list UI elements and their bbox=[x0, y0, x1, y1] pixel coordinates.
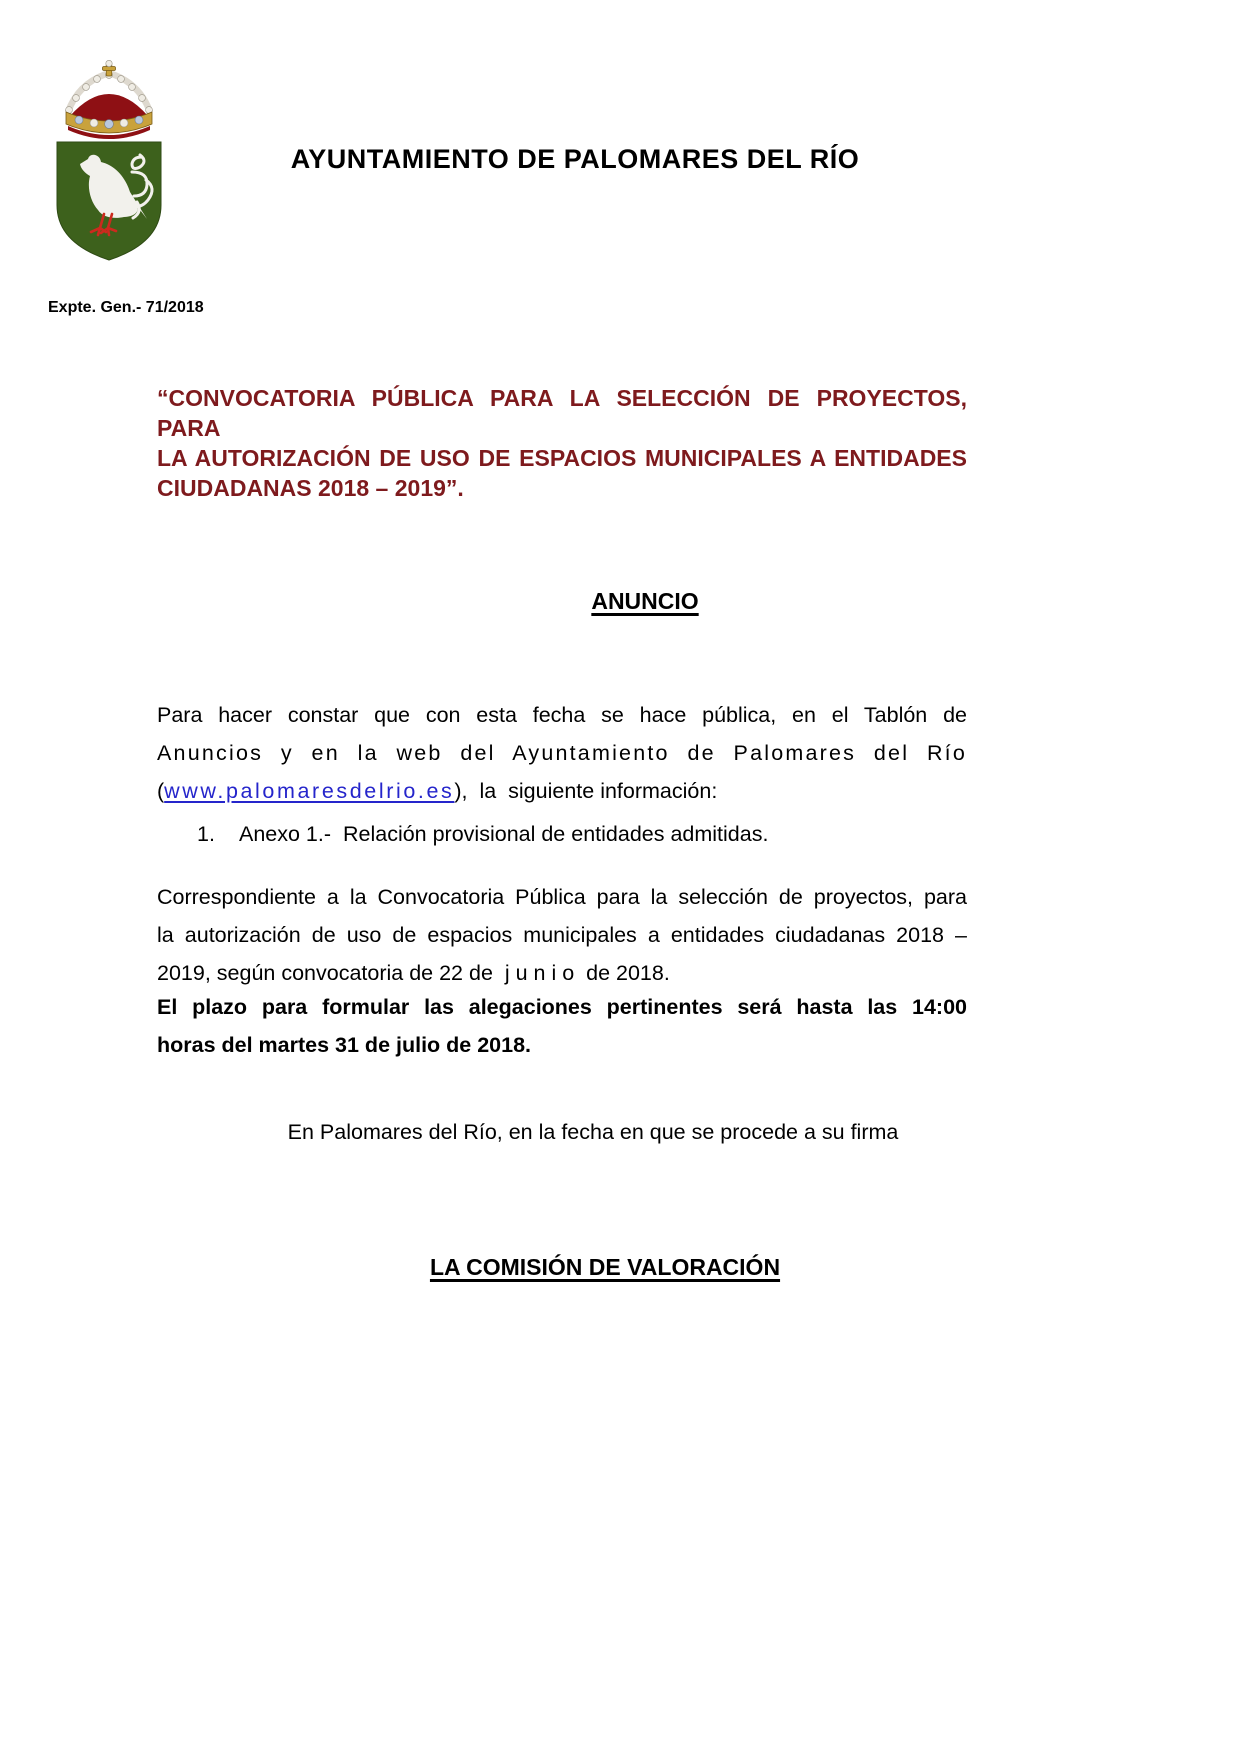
intro-line-1: Para hacer constar que con esta fecha se hace pública, en el Tablón de bbox=[157, 703, 967, 727]
correspondence-line-2: la autorización de uso de espacios municipales a entidades ciudadanas 2018 – bbox=[157, 923, 967, 947]
deadline-paragraph bbox=[157, 988, 967, 1064]
list-item-number: 1. bbox=[197, 822, 215, 846]
subject-line-2: LA AUTORIZACIÓN DE USO DE ESPACIOS MUNICIPALES A ENTIDADES bbox=[157, 445, 967, 471]
document-title: AYUNTAMIENTO DE PALOMARES DEL RÍO bbox=[290, 144, 860, 174]
subject-line-1: “CONVOCATORIA PÚBLICA PARA LA SELECCIÓN DE PROYECTOS, PARA bbox=[157, 385, 967, 441]
intro-line-3-rest: ), la siguiente información: bbox=[454, 779, 718, 803]
intro-paragraph bbox=[157, 696, 967, 810]
deadline-line-2: horas del martes 31 de julio de 2018. bbox=[157, 1033, 532, 1057]
deadline-line-1: El plazo para formular las alegaciones pertinentes será hasta las 14:00 bbox=[157, 995, 967, 1019]
closing-line: En Palomares del Río, en la fecha en que se procede a su firma bbox=[287, 1120, 899, 1144]
paren-open: ( bbox=[157, 779, 165, 803]
correspondence-line-3: 2019, según convocatoria de 22 de j u n i o de 2018. bbox=[157, 961, 670, 985]
list-item-text: Anexo 1.- Relación provisional de entidades admitidas. bbox=[239, 822, 769, 846]
subject-heading bbox=[157, 383, 967, 503]
signature-heading: LA COMISIÓN DE VALORACIÓN bbox=[429, 1254, 781, 1280]
correspondence-paragraph bbox=[157, 878, 967, 992]
intro-line-3 bbox=[157, 772, 967, 810]
correspondence-line-1: Correspondiente a la Convocatoria Pública para la selección de proyectos, para bbox=[157, 885, 967, 909]
website-link[interactable]: www.palomaresdelrio.es bbox=[164, 779, 455, 803]
intro-line-2: Anuncios y en la web del Ayuntamiento de Palomares del Río bbox=[157, 741, 967, 765]
list-item-anexo-1 bbox=[197, 822, 967, 847]
file-reference: Expte. Gen.- 71/2018 bbox=[48, 299, 204, 316]
subject-line-3: CIUDADANAS 2018 – 2019”. bbox=[157, 475, 464, 501]
section-heading-anuncio: ANUNCIO bbox=[591, 588, 699, 614]
crown-icon bbox=[66, 60, 153, 139]
